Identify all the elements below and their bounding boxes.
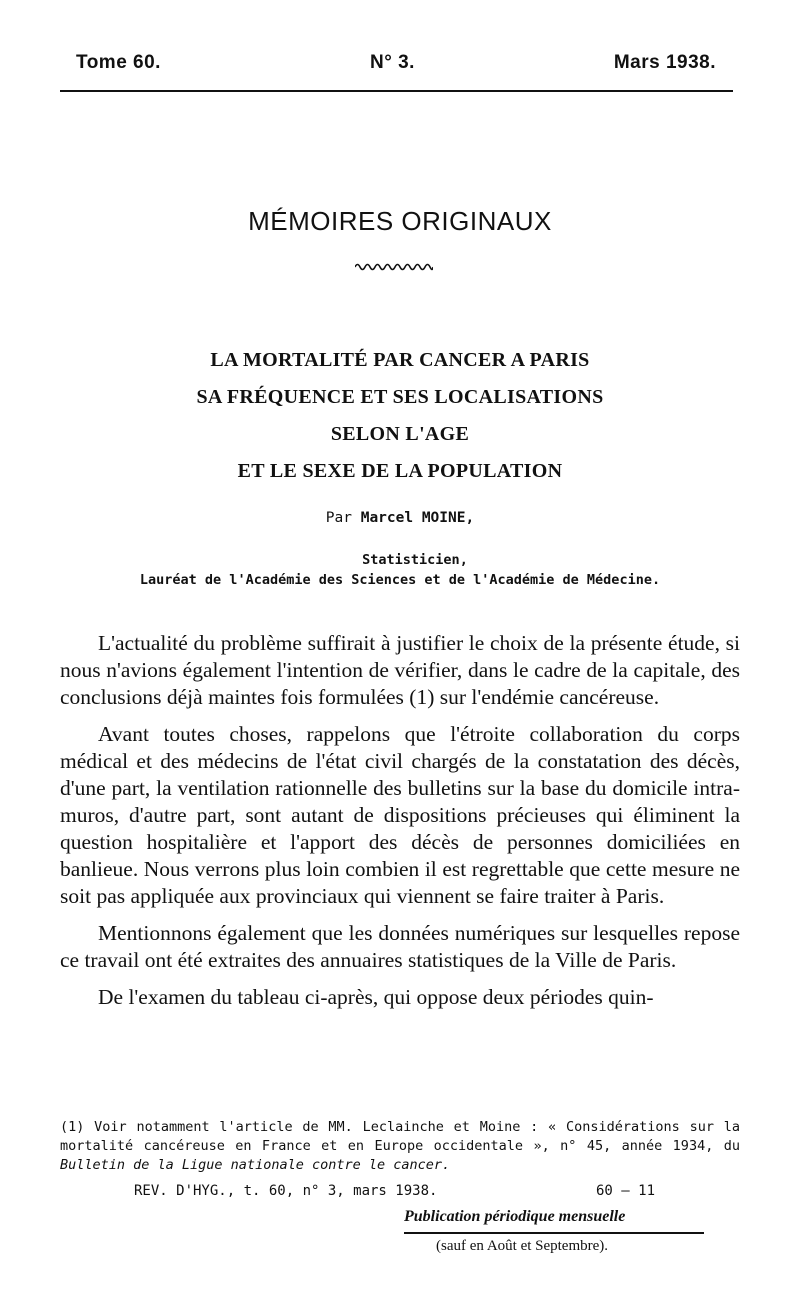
issue-number: N° 3. <box>370 52 415 73</box>
article-title <box>100 342 700 490</box>
wavy-ornament <box>355 262 433 272</box>
volume-label: Tome 60. <box>76 52 161 73</box>
byline <box>0 510 800 526</box>
title-line: LA MORTALITÉ PAR CANCER A PARIS <box>210 349 590 371</box>
section-title: MÉMOIRES ORIGINAUX <box>248 206 552 236</box>
author-name: Marcel MOINE, <box>360 510 475 526</box>
footnote <box>60 1118 740 1175</box>
footnote-journal: Bulletin de la Ligue nationale contre le cancer. <box>60 1157 451 1173</box>
publication-frequency: Publication périodique mensuelle <box>404 1208 626 1225</box>
paragraph: Mentionnons également que les données numériques sur lesquelles repose ce travail ont été extraites des annuaires statistiques de la Ville de Paris. <box>60 921 740 972</box>
publication-rule <box>404 1232 704 1234</box>
page-footer <box>134 1183 674 1199</box>
running-header <box>76 52 716 82</box>
publication-note: (sauf en Août et Septembre). <box>436 1238 609 1254</box>
title-line: ET LE SEXE DE LA POPULATION <box>237 460 563 482</box>
page-signature: 60 — 11 <box>596 1183 656 1199</box>
title-line: SA FRÉQUENCE ET SES LOCALISATIONS <box>196 386 604 408</box>
paragraph: Avant toutes choses, rappelons que l'étroite collaboration du corps médical et des médecins de l'état civil chargés de la constatation des décès, d'une part, la ventilation rationnelle des bulletins sur la base du domicile intra-muros, d'autre part, sont autant de dispositions précieuses qui éliminent la question hospitalière et l'apport des décès de personnes domiciliées en banlieue. Nous verrons plus loin combien il est regrettable que cette mesure ne soit pas appliquée aux provinciaux qui viennent se faire traiter à Paris. <box>60 722 740 908</box>
author-role <box>0 550 800 590</box>
author-honors: Lauréat de l'Académie des Sciences et de l'Académie de Médecine. <box>139 572 661 588</box>
issue-date: Mars 1938. <box>613 52 716 73</box>
title-line: SELON L'AGE <box>330 423 470 445</box>
citation: REV. D'HYG., t. 60, n° 3, mars 1938. <box>134 1183 438 1199</box>
footnote-text: (1) Voir notamment l'article de MM. Leclainche et Moine : « Considérations sur la mortalité cancéreuse en France et en Europe occidentale », n° 45, année 1934, du <box>60 1119 740 1154</box>
author-title: Statisticien, <box>362 552 468 568</box>
paragraph: L'actualité du problème suffirait à justifier le choix de la présente étude, si nous n'avions également l'intention de vérifier, dans le cadre de la capitale, des conclusions déjà maintes fois formulées (1) sur l'endémie cancéreuse. <box>60 631 740 709</box>
byline-prefix: Par <box>325 510 352 526</box>
paragraph: De l'examen du tableau ci-après, qui oppose deux périodes quin- <box>98 985 654 1009</box>
header-rule <box>60 90 733 92</box>
article-body <box>60 630 740 1021</box>
